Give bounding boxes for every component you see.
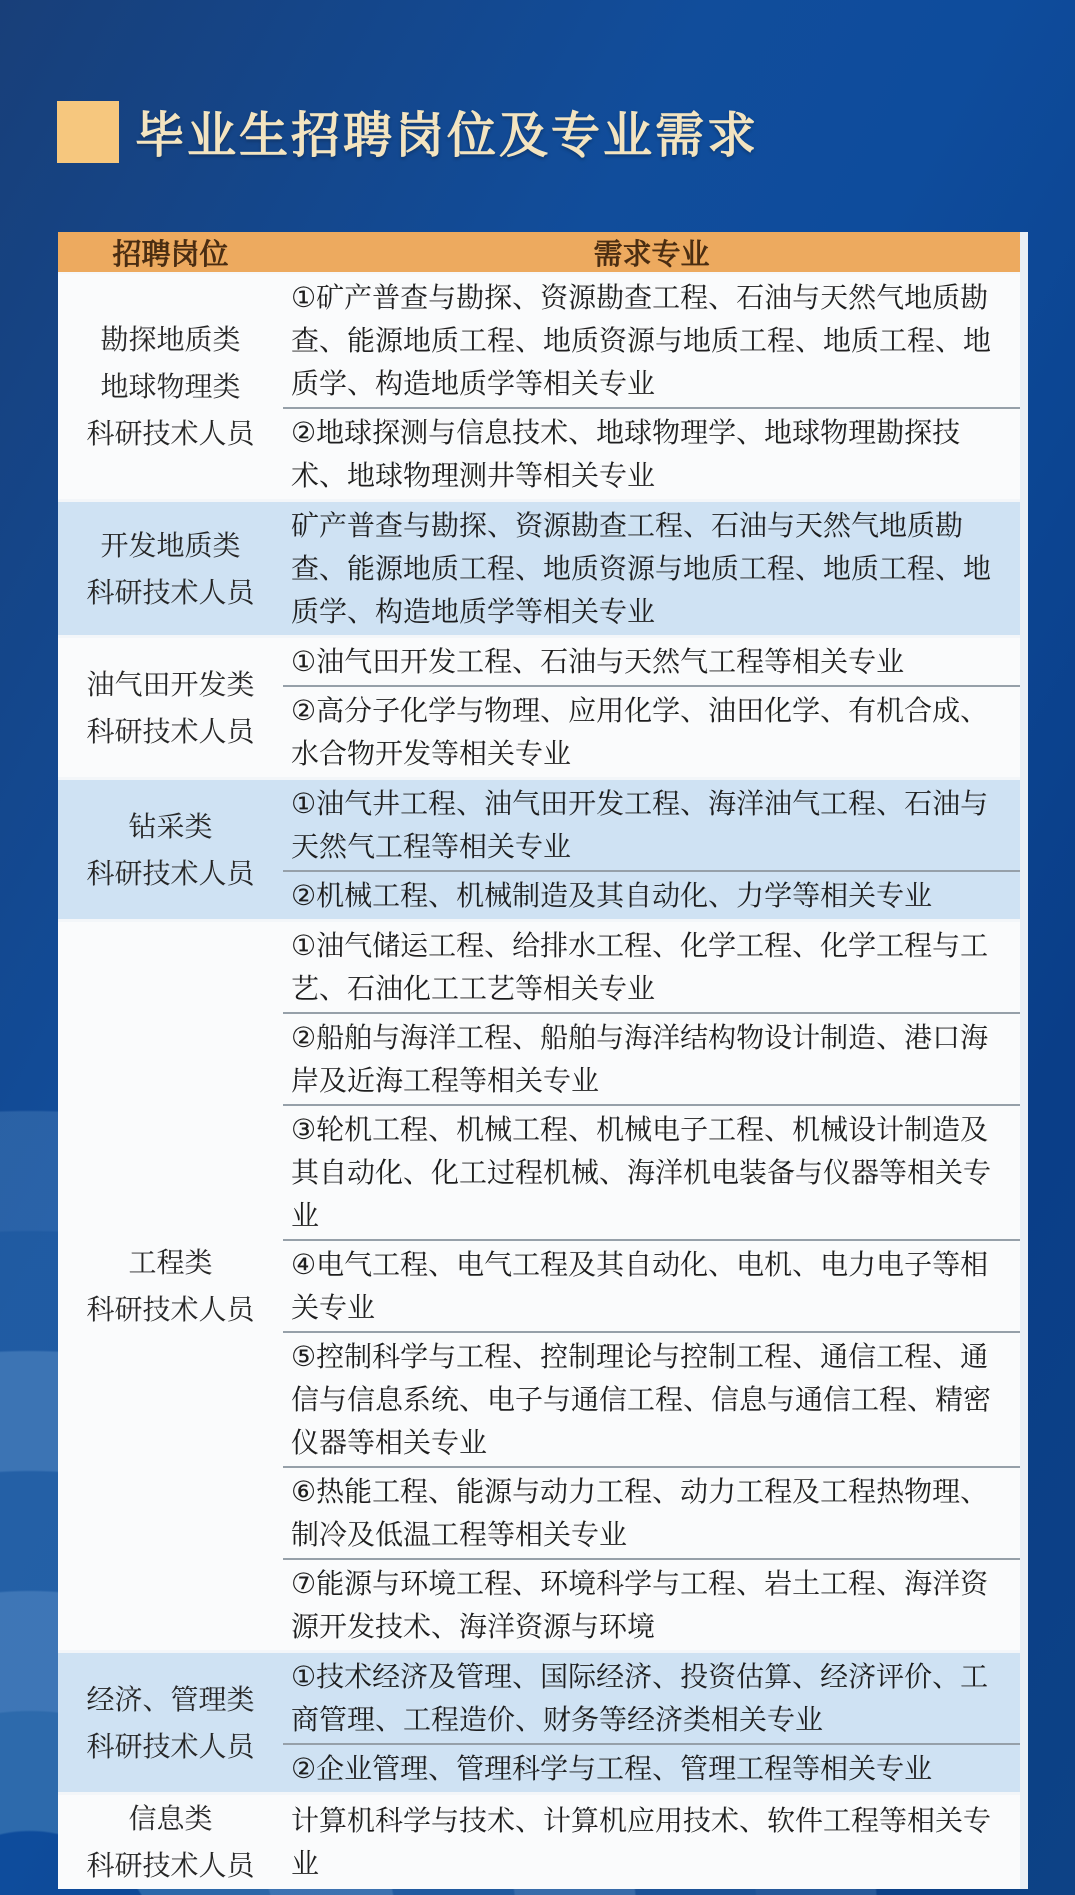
position-label: 科研技术人员: [86, 1730, 255, 1762]
table-header-row: [58, 232, 1020, 274]
table-body: [58, 274, 1020, 1889]
major-item: ④电气工程、电气工程及其自动化、电机、电力电子等相关专业: [283, 1241, 1020, 1333]
position-label: 科研技术人员: [86, 418, 255, 449]
table-row: [58, 1792, 1020, 1889]
position-label: 科研技术人员: [86, 857, 255, 889]
majors-cell: [283, 502, 1020, 635]
position-label: 开发地质类: [100, 529, 241, 561]
position-label: 信息类: [128, 1803, 213, 1834]
position-cell: [58, 922, 283, 1650]
position-cell: [58, 502, 283, 635]
major-item: ①油气井工程、油气田开发工程、海洋油气工程、石油与天然气工程等相关专业: [283, 780, 1020, 872]
table-row: [58, 1650, 1020, 1792]
table-row: [58, 499, 1020, 635]
position-label: 地球物理类: [100, 371, 241, 402]
position-label: 科研技术人员: [86, 1850, 255, 1881]
table-row: [58, 777, 1020, 919]
column-header-majors: 需求专业: [593, 238, 710, 271]
major-item: ①油气田开发工程、石油与天然气工程等相关专业: [283, 638, 1020, 687]
majors-cell: [283, 922, 1020, 1650]
major-item: ②机械工程、机械制造及其自动化、力学等相关专业: [291, 880, 933, 911]
position-label: 工程类: [128, 1247, 213, 1278]
position-cell: [58, 780, 283, 919]
position-cell: [58, 1653, 283, 1792]
major-item: ⑥热能工程、能源与动力工程、动力工程及工程热物理、制冷及低温工程等相关专业: [283, 1468, 1020, 1560]
position-label: 科研技术人员: [86, 576, 255, 608]
major-item: ②地球探测与信息技术、地球物理学、地球物理勘探技术、地球物理测井等相关专业: [291, 417, 961, 491]
major-item: ⑤控制科学与工程、控制理论与控制工程、通信工程、通信与信息系统、电子与通信工程、信息与通信工程、精密仪器等相关专业: [283, 1333, 1020, 1468]
majors-cell: [283, 1653, 1020, 1792]
position-label: 科研技术人员: [86, 1294, 255, 1325]
major-item: ①矿产普查与勘探、资源勘查工程、石油与天然气地质勘查、能源地质工程、地质资源与地质工程、地质工程、地质学、构造地质学等相关专业: [283, 274, 1020, 409]
page-title: 毕业生招聘岗位及专业需求: [135, 109, 760, 163]
table-row: [58, 635, 1020, 777]
recruitment-table: [58, 232, 1028, 1889]
table-row: [58, 919, 1020, 1650]
column-header-position: 招聘岗位: [112, 238, 229, 271]
major-item: ③轮机工程、机械工程、机械电子工程、机械设计制造及其自动化、化工过程机械、海洋机电装备与仪器等相关专业: [283, 1106, 1020, 1241]
position-label: 钻采类: [128, 810, 213, 842]
majors-cell: [283, 780, 1020, 919]
majors-cell: [283, 638, 1020, 777]
major-item: ②高分子化学与物理、应用化学、油田化学、有机合成、水合物开发等相关专业: [291, 695, 989, 769]
major-item: ①油气储运工程、给排水工程、化学工程、化学工程与工艺、石油化工工艺等相关专业: [283, 922, 1020, 1014]
position-cell: [58, 638, 283, 777]
position-label: 科研技术人员: [86, 715, 255, 747]
majors-cell: [283, 1795, 1020, 1889]
position-cell: [58, 1795, 283, 1889]
major-item: ⑦能源与环境工程、环境科学与工程、岩土工程、海洋资源开发技术、海洋资源与环境: [291, 1568, 989, 1642]
major-item: ②企业管理、管理科学与工程、管理工程等相关专业: [291, 1753, 933, 1784]
title-bullet-icon: [57, 101, 119, 163]
position-label: 勘探地质类: [100, 324, 241, 355]
major-item: ②船舶与海洋工程、船舶与海洋结构物设计制造、港口海岸及近海工程等相关专业: [283, 1014, 1020, 1106]
major-item: 矿产普查与勘探、资源勘查工程、石油与天然气地质勘查、能源地质工程、地质资源与地质工程、地质工程、地质学、构造地质学等相关专业: [291, 510, 992, 627]
position-label: 油气田开发类: [86, 668, 255, 700]
table-row: [58, 274, 1020, 499]
position-cell: [58, 274, 283, 499]
major-item: 计算机科学与技术、计算机应用技术、软件工程等相关专业: [291, 1805, 992, 1879]
page-header: [57, 97, 759, 167]
position-label: 经济、管理类: [86, 1683, 255, 1715]
majors-cell: [283, 274, 1020, 499]
major-item: ①技术经济及管理、国际经济、投资估算、经济评价、工商管理、工程造价、财务等经济类相关专业: [283, 1653, 1020, 1745]
